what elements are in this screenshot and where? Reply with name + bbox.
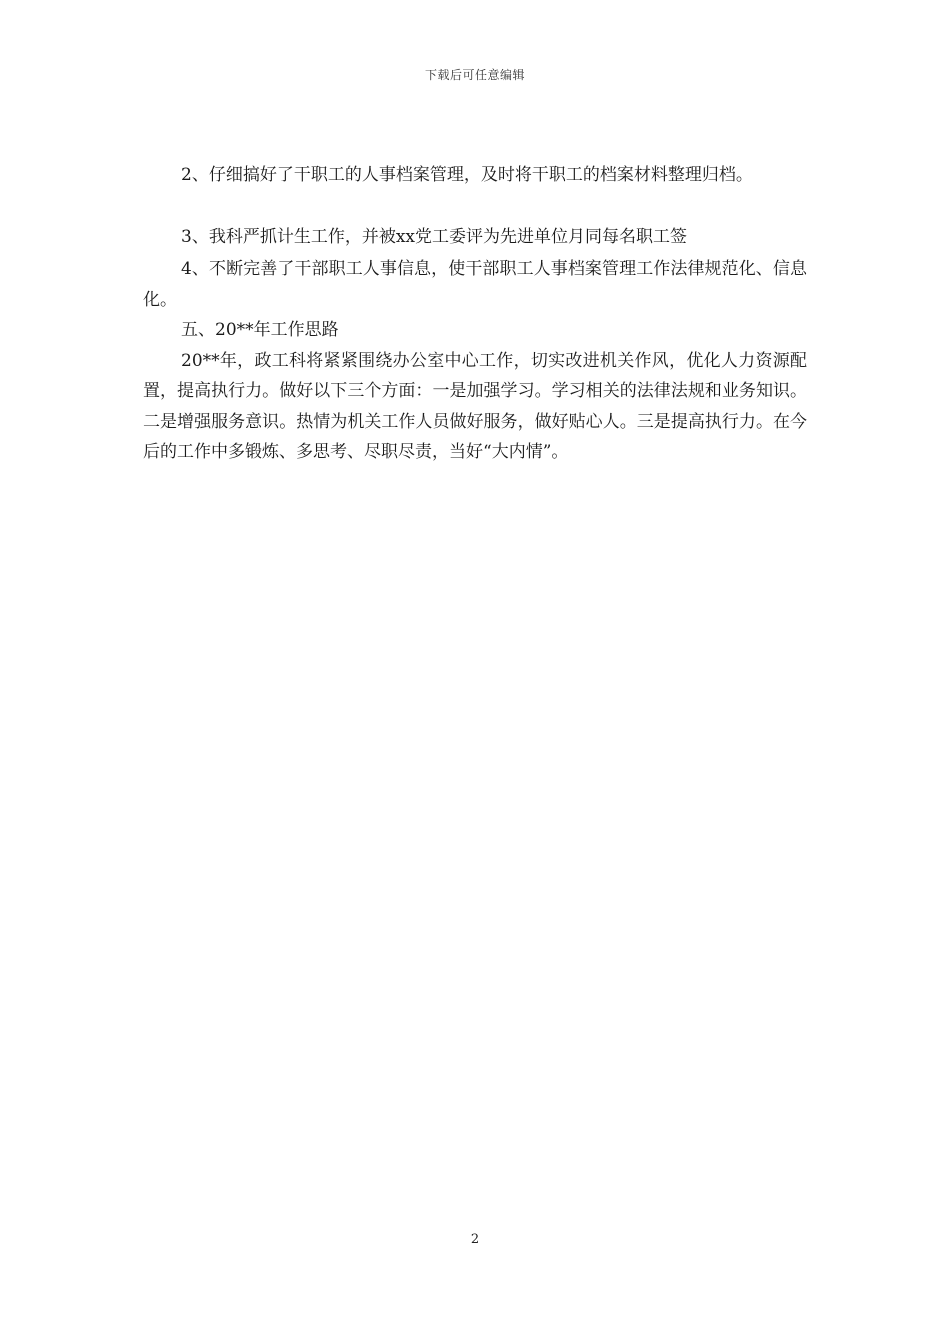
- paragraph-item-2: 2、仔细搞好了干职工的人事档案管理，及时将干职工的档案材料整理归档。: [181, 165, 753, 185]
- paragraph-work-plan: 20**年，政工科将紧紧围绕办公室中心工作，切实改进机关作风，优化人力资源配置，提高执行力。做好以下三个方面：一是加强学习。学习相关的法律法规和业务知识。二是增强服务意识。热情为机关工作人员做好服务，做好贴心人。三是提高执行力。在今后的工作中多锻炼、多思考、尽职尽责，当好“大内情”。: [143, 350, 807, 462]
- paragraph-item-3: 3、我科严抓计生工作，并被xx党工委评为先进单位月同每名职工签: [181, 226, 687, 247]
- page-number: 2: [470, 1232, 480, 1247]
- paragraph-item-4: 4、不断完善了干部职工人事信息，使干部职工人事档案管理工作法律规范化、信息化。: [143, 259, 807, 310]
- page-header: 下载后可任意编辑: [424, 68, 525, 82]
- document-body: [143, 160, 807, 468]
- section-heading-five: 五、20**年工作思路: [181, 320, 339, 340]
